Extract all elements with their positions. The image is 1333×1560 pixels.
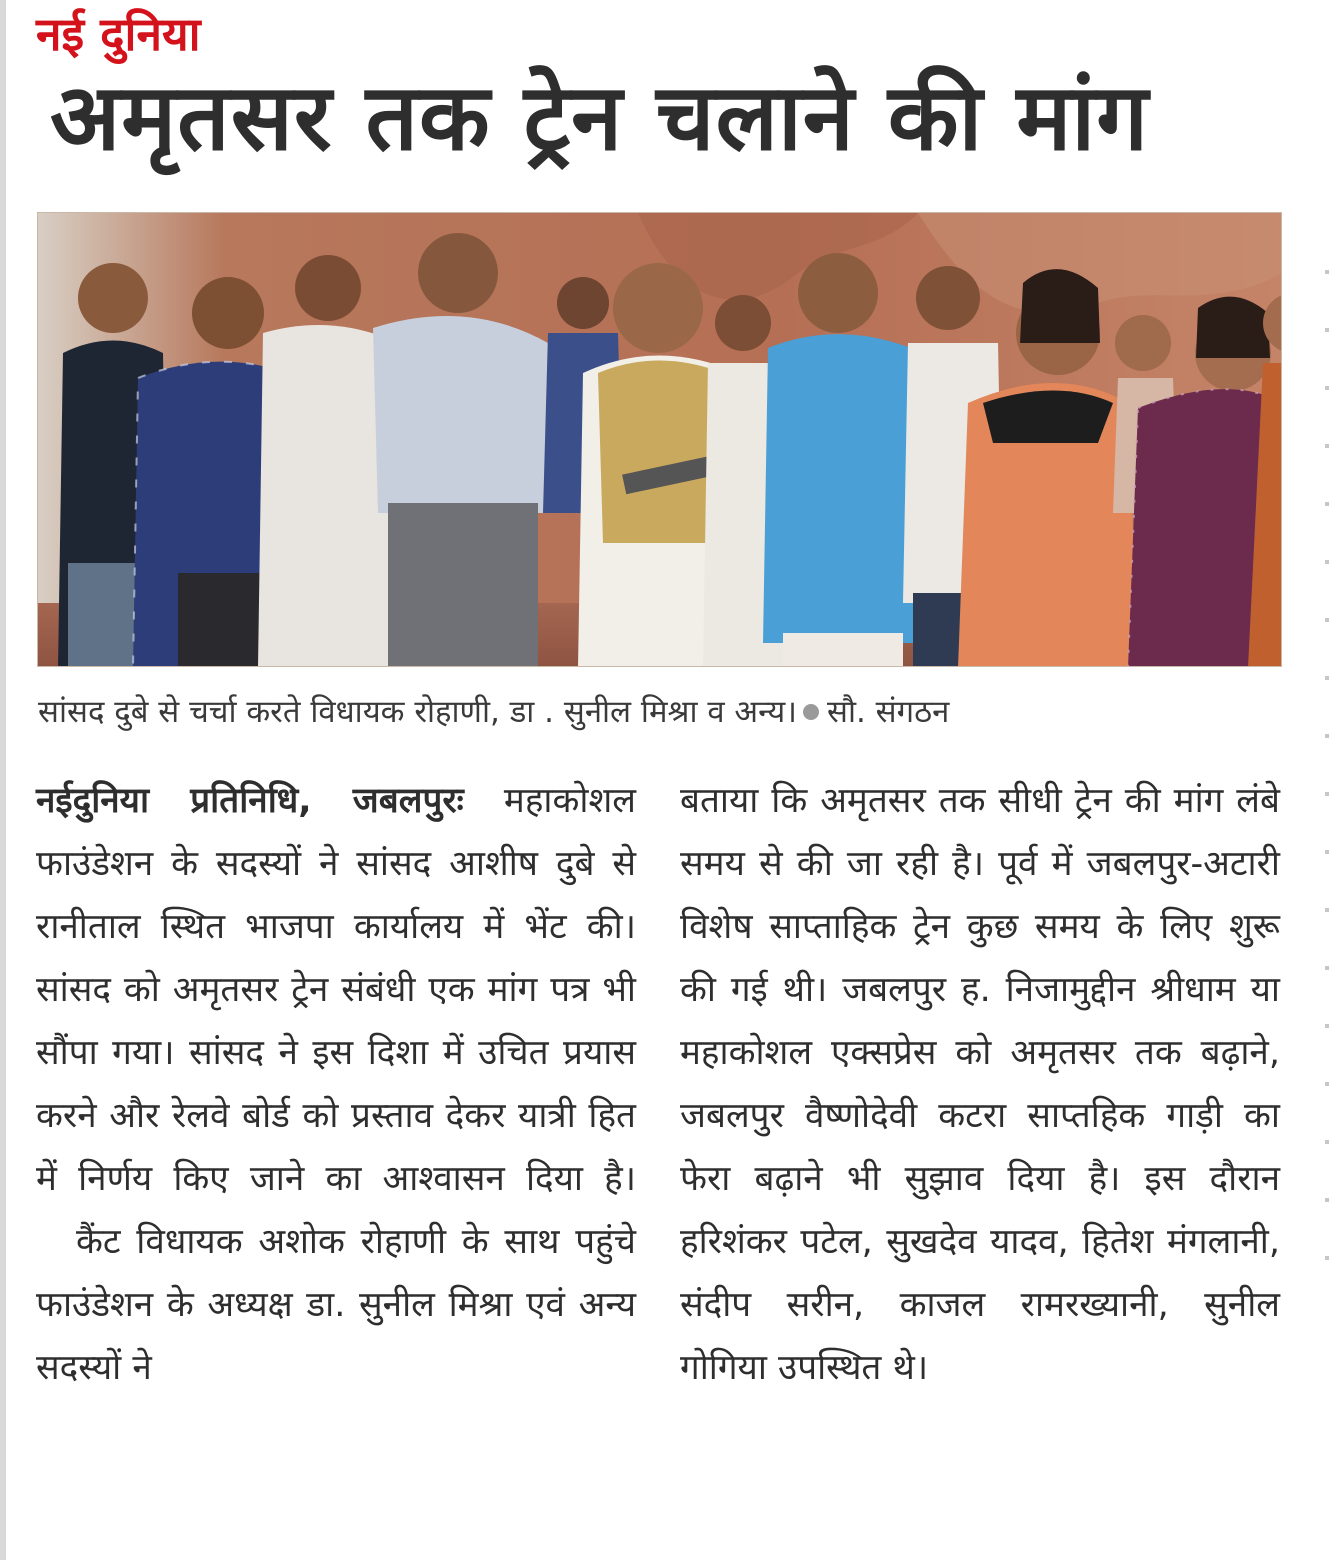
article-column-right — [680, 770, 1280, 1400]
paragraph-text: महाकोशल फाउंडेशन के सदस्यों ने सांसद आशीष दुबे से रानीताल स्थित भाजपा कार्यालय में भेंट की। सांसद को अमृतसर ट्रेन संबंधी एक मांग पत्र भी सौंपा गया। सांसद ने इस दिशा में उचित प्रयास करने और रेलवे बोर्ड को प्रस्ताव देकर यात्री हित में निर्णय किए जाने का आश्वासन दिया है। — [36, 781, 636, 1199]
article-paragraph — [36, 770, 636, 1211]
byline: नईदुनिया प्रतिनिधि, जबलपुरः — [36, 781, 464, 821]
headline: अमृतसर तक ट्रेन चलाने की मांग — [50, 64, 1150, 171]
newspaper-masthead: नई दुनिया — [36, 7, 201, 61]
article-paragraph: बताया कि अमृतसर तक सीधी ट्रेन की मांग लंबे समय से की जा रही है। पूर्व में जबलपुर-अटारी विशेष साप्ताहिक ट्रेन कुछ समय के लिए शुरू की गई थी। जबलपुर ह. निजामुद्दीन श्रीधाम या महाकोशल एक्सप्रेस को अमृतसर तक बढ़ाने, जबलपुर वैष्णोदेवी कटरा साप्तहिक गाड़ी का फेरा बढ़ाने भी सुझाव दिया है। इस दौरान हरिशंकर पटेल, सुखदेव यादव, हितेश मंगलानी, संदीप सरीन, काजल रामरख्यानी, सुनील गोगिया उपस्थित थे। — [680, 781, 1280, 1388]
column-divider-dots — [1325, 270, 1329, 1270]
article-paragraph: कैंट विधायक अशोक रोहाणी के साथ पहुंचे फाउंडेशन के अध्यक्ष डा. सुनील मिश्रा एवं अन्य सदस्यों ने — [36, 1222, 636, 1388]
page-edge-rule — [0, 0, 6, 1560]
photo-illustration — [38, 213, 1282, 667]
bullet-dot-icon — [803, 704, 819, 720]
photo-credit: सौ. संगठन — [826, 694, 950, 730]
group-photo-icon — [37, 212, 1282, 667]
article-column-left — [36, 770, 636, 1400]
photo-caption — [38, 690, 1283, 734]
caption-text: सांसद दुबे से चर्चा करते विधायक रोहाणी, डा . सुनील मिश्रा व अन्य। — [38, 694, 797, 730]
